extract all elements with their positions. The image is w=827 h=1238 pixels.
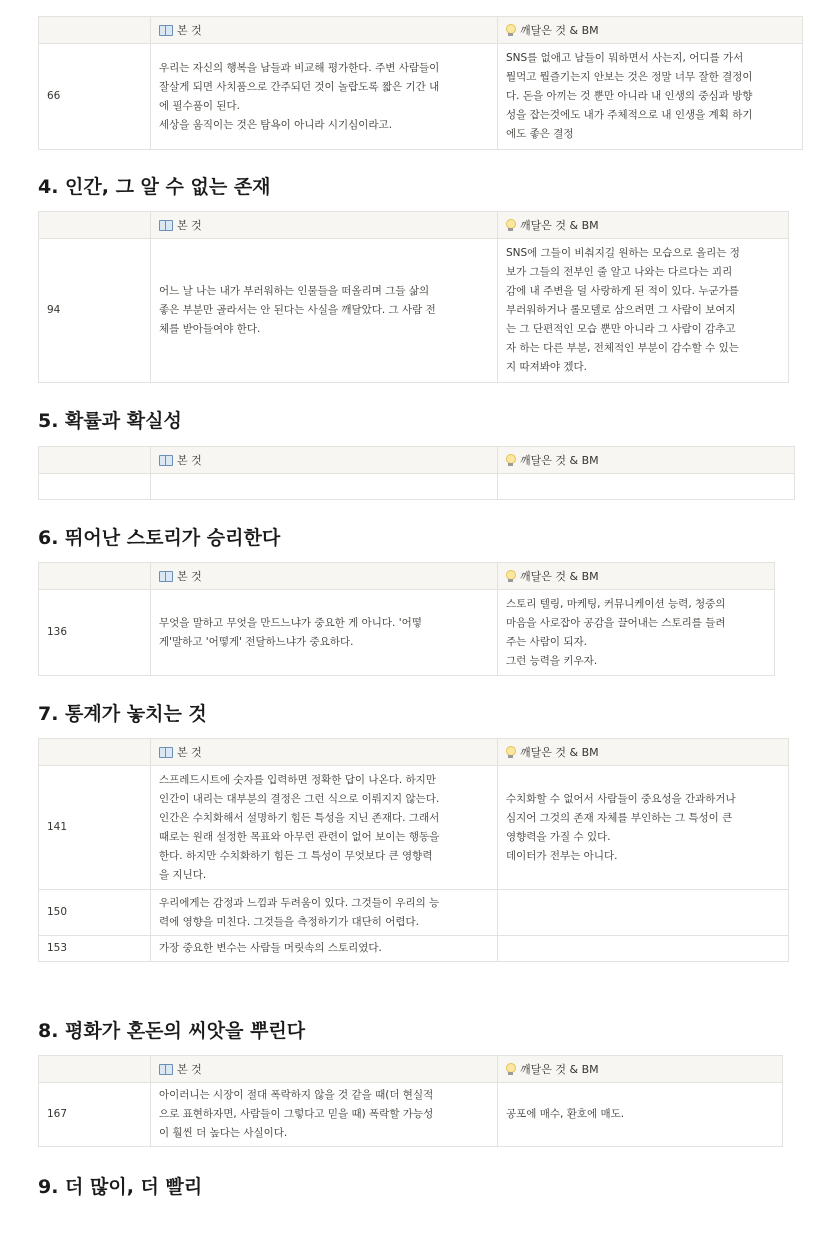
table-header-row — [39, 1056, 783, 1083]
book-icon — [159, 220, 173, 230]
lightbulb-icon — [506, 24, 515, 37]
insight-cell: 공포에 매수, 환호에 매도. — [498, 1083, 783, 1147]
quote-header-cell: 본 것 — [151, 17, 498, 44]
page-number-cell: 94 — [39, 239, 151, 383]
insight-cell — [498, 890, 789, 936]
section-heading: 8. 평화가 혼돈의 씨앗을 뿌린다 — [38, 1020, 306, 1042]
table-row — [39, 1083, 783, 1147]
page-number-cell: 141 — [39, 766, 151, 890]
page-number-cell: 136 — [39, 590, 151, 676]
quote-cell: 가장 중요한 변수는 사람들 머릿속의 스토리였다. — [151, 936, 498, 962]
page-number-cell: 66 — [39, 44, 151, 150]
quote-cell: 우리는 자신의 행복을 남들과 비교해 평가한다. 주변 사람들이 잘살게 되면 사치품으로 간주되던 것이 놀랍도록 짧은 기간 내 에 필수품이 된다. 세상을 움직이는 것은 탐욕이 아니라 시기심이라고. — [151, 44, 498, 150]
quote-header-cell: 본 것 — [151, 447, 498, 474]
table-row — [39, 239, 789, 383]
insight-cell: SNS에 그들이 비춰지길 원하는 모습으로 올리는 정 보가 그들의 전부인 줄 알고 나와는 다르다는 괴리 감에 내 주변을 덜 사랑하게 된 적이 있다. 누군가를 부러워하거나 롤모델로 삼으려면 그 사람이 보여지 는 그 단편적인 모습 뿐만 아니라 그 사람이 감추고 자 하는 다른 부분, 전체적인 부분이 감수할 수 있는 지 따져봐야 겠다. — [498, 239, 789, 383]
page-header-cell — [39, 739, 151, 766]
notes-table — [38, 446, 795, 500]
book-icon — [159, 25, 173, 35]
book-icon — [159, 747, 173, 757]
insight-header-cell: 깨달은 것 & BM — [498, 1056, 783, 1083]
page-header-cell — [39, 447, 151, 474]
quote-cell: 어느 날 나는 내가 부러워하는 인물들을 떠올리며 그들 삶의 좋은 부분만 골라서는 안 된다는 사실을 깨달았다. 그 사람 전 체를 받아들여야 한다. — [151, 239, 498, 383]
lightbulb-icon — [506, 746, 515, 759]
lightbulb-icon — [506, 219, 515, 232]
page-number-cell: 153 — [39, 936, 151, 962]
table-header-row — [39, 563, 775, 590]
table-row — [39, 936, 789, 962]
quote-cell: 아이러니는 시장이 절대 폭락하지 않을 것 같을 때(더 현실적 으로 표현하자면, 사람들이 그렇다고 믿을 때) 폭락할 가능성 이 훨씬 더 높다는 사실이다. — [151, 1083, 498, 1147]
notes-table — [38, 211, 789, 383]
section-heading: 6. 뛰어난 스토리가 승리한다 — [38, 527, 281, 549]
quote-header-cell: 본 것 — [151, 212, 498, 239]
quote-header-cell: 본 것 — [151, 563, 498, 590]
quote-cell — [151, 474, 498, 500]
section-heading: 4. 인간, 그 알 수 없는 존재 — [38, 176, 271, 198]
section-heading: 9. 더 많이, 더 빨리 — [38, 1176, 203, 1198]
insight-cell: 수치화할 수 없어서 사람들이 중요성을 간과하거나 심지어 그것의 존재 자체를 부인하는 그 특성이 큰 영향력을 가질 수 있다. 데이터가 전부는 아니다. — [498, 766, 789, 890]
page-number-cell: 167 — [39, 1083, 151, 1147]
quote-cell: 무엇을 말하고 무엇을 만드느냐가 중요한 게 아니다. '어떻 게'말하고 '어떻게' 전달하느냐가 중요하다. — [151, 590, 498, 676]
quote-cell: 우리에게는 감정과 느낌과 두려움이 있다. 그것들이 우리의 능 력에 영향을 미친다. 그것들을 측정하기가 대단히 어렵다. — [151, 890, 498, 936]
insight-header-cell: 깨달은 것 & BM — [498, 212, 789, 239]
quote-cell: 스프레드시트에 숫자를 입력하면 정확한 답이 나온다. 하지만 인간이 내리는 대부분의 결정은 그런 식으로 이뤄지지 않는다. 인간은 수치화해서 설명하기 힘든 특성을 지닌 존재다. 그래서 때로는 원래 설정한 목표와 아무런 관련이 없어 보이는 행동을 한다. 하지만 수치화하기 힘든 그 특성이 무엇보다 큰 영향력 을 지닌다. — [151, 766, 498, 890]
lightbulb-icon — [506, 570, 515, 583]
table-row — [39, 890, 789, 936]
book-icon — [159, 571, 173, 581]
book-icon — [159, 455, 173, 465]
insight-cell — [498, 936, 789, 962]
section-heading: 5. 확률과 확실성 — [38, 410, 182, 432]
page-header-cell — [39, 563, 151, 590]
book-icon — [159, 1064, 173, 1074]
table-header-row — [39, 17, 803, 44]
table-row — [39, 474, 795, 500]
quote-header-cell: 본 것 — [151, 739, 498, 766]
table-header-row — [39, 447, 795, 474]
notes-table — [38, 738, 789, 962]
lightbulb-icon — [506, 454, 515, 467]
insight-cell: SNS를 없애고 남들이 뭐하면서 사는지, 어디를 가서 뭘먹고 뭘즐기는지 안보는 것은 정말 너무 잘한 결정이 다. 돈을 아끼는 것 뿐만 아니라 내 인생의 중심과 방향 성을 잡는것에도 내가 주체적으로 내 인생을 계획 하기 에도 좋은 결정 — [498, 44, 803, 150]
page-header-cell — [39, 17, 151, 44]
insight-header-cell: 깨달은 것 & BM — [498, 563, 775, 590]
notes-table — [38, 562, 775, 676]
lightbulb-icon — [506, 1063, 515, 1076]
table-header-row — [39, 739, 789, 766]
page-header-cell — [39, 1056, 151, 1083]
table-header-row — [39, 212, 789, 239]
section-heading: 7. 통계가 놓치는 것 — [38, 703, 207, 725]
table-row — [39, 44, 803, 150]
table-row — [39, 590, 775, 676]
page-number-cell — [39, 474, 151, 500]
table-row — [39, 766, 789, 890]
page-header-cell — [39, 212, 151, 239]
insight-header-cell: 깨달은 것 & BM — [498, 739, 789, 766]
insight-cell — [498, 474, 795, 500]
insight-cell: 스토리 텔링, 마케팅, 커뮤니케이션 능력, 청중의 마음을 사로잡아 공감을 끌어내는 스토리를 들려 주는 사람이 되자. 그런 능력을 키우자. — [498, 590, 775, 676]
page-number-cell: 150 — [39, 890, 151, 936]
notes-table — [38, 16, 803, 150]
insight-header-cell: 깨달은 것 & BM — [498, 17, 803, 44]
notes-table — [38, 1055, 783, 1147]
quote-header-cell: 본 것 — [151, 1056, 498, 1083]
insight-header-cell: 깨달은 것 & BM — [498, 447, 795, 474]
